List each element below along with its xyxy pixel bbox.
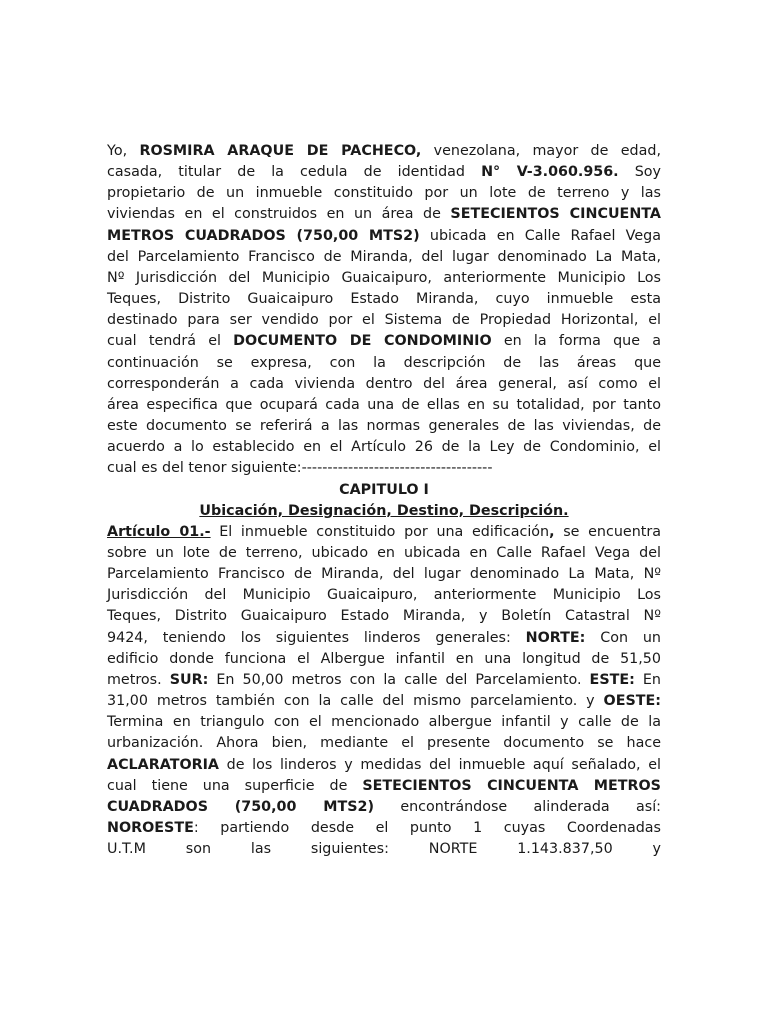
- area-bold: CUADRADOS (750,00 MTS2): [107, 798, 374, 815]
- text-line: Teques, Distrito Guaicaipuro Estado Miranda, cuyo inmueble esta: [107, 291, 661, 308]
- owner-name: ROSMIRA ARAQUE DE PACHECO,: [139, 143, 422, 159]
- text-line: [107, 522, 661, 543]
- text-run: cual tiene una superficie de: [107, 777, 363, 794]
- area-bold: SETECIENTOS CINCUENTA METROS: [362, 777, 661, 794]
- text-line: acuerdo a lo establecido en el Artículo 26 de la Ley de Condominio, el: [107, 439, 661, 456]
- text-line: U.T.M son las siguientes: NORTE 1.143.837,50 y: [107, 841, 661, 858]
- text-line: [107, 162, 661, 183]
- text-run: Con un: [585, 629, 661, 646]
- article-number: Artículo 01.-: [107, 523, 211, 540]
- text-line: [107, 204, 661, 225]
- document-body: [107, 141, 661, 860]
- text-run: 31,00 metros también con la calle del mismo parcelamiento. y: [107, 693, 604, 710]
- area-bold: SETECIENTOS CINCUENTA: [450, 206, 661, 223]
- chapter-subtitle: Ubicación, Designación, Destino, Descripción.: [199, 502, 569, 519]
- text-run: Yo,: [107, 143, 140, 159]
- text-run: ubicada en Calle Rafael Vega: [419, 227, 661, 244]
- chapter-title-line: [107, 480, 661, 501]
- article-1-paragraph: [107, 522, 661, 861]
- text-line: Jurisdicción del Municipio Guaicaipuro, anteriormente Municipio Los: [107, 587, 661, 604]
- boundary-northwest: NOROESTE: [107, 820, 194, 836]
- clarification-bold: ACLARATORIA: [107, 756, 219, 773]
- text-line: [107, 141, 661, 162]
- text-line: [107, 797, 661, 818]
- document-type-bold: DOCUMENTO DE CONDOMINIO: [233, 333, 492, 350]
- text-line: Parcelamiento Francisco de Miranda, del lugar denominado La Mata, Nº: [107, 566, 661, 583]
- text-run: cual tendrá el: [107, 333, 234, 350]
- text-line: Teques, Distrito Guaicaipuro Estado Miranda, y Boletín Catastral Nº: [107, 608, 661, 625]
- boundary-north: NORTE:: [525, 629, 586, 646]
- text-run: En: [634, 671, 661, 688]
- id-number: N° V-3.060.956.: [481, 164, 619, 181]
- text-line: destinado para ser vendido por el Sistema de Propiedad Horizontal, el: [107, 312, 661, 329]
- text-run: en la forma que a: [491, 333, 661, 350]
- text-line: [107, 226, 661, 247]
- text-line: urbanización. Ahora bien, mediante el presente documento se hace: [107, 735, 661, 752]
- chapter-title: CAPITULO I: [339, 481, 429, 498]
- text-line: [107, 628, 661, 649]
- text-run: encontrándose alinderada así:: [373, 798, 661, 815]
- text-line: Nº Jurisdicción del Municipio Guaicaipuro, anteriormente Municipio Los: [107, 269, 661, 286]
- text-line: Termina en triangulo con el mencionado albergue infantil y calle de la: [107, 714, 661, 731]
- text-line: este documento se referirá a las normas generales de las viviendas, de: [107, 418, 661, 435]
- text-run: 9424, teniendo los siguientes linderos generales:: [107, 629, 526, 646]
- text-line: [107, 691, 661, 712]
- text-line: continuación se expresa, con la descripción de las áreas que: [107, 354, 661, 371]
- text-run: : partiendo desde el punto 1 cuyas Coordenadas: [193, 820, 661, 836]
- text-line: propietario de un inmueble constituido por un lote de terreno y las: [107, 185, 661, 202]
- text-run: metros.: [107, 671, 170, 688]
- text-line: [107, 670, 661, 691]
- chapter-heading: [107, 480, 661, 522]
- area-bold: METROS CUADRADOS (750,00 MTS2): [107, 227, 420, 244]
- boundary-south: SUR:: [169, 671, 209, 688]
- text-line: [107, 331, 661, 352]
- text-line: área especifica que ocupará cada una de ellas en su totalidad, por tanto: [107, 396, 661, 413]
- text-run: viviendas en el construidos en un área de: [107, 206, 451, 223]
- text-run: ,: [549, 523, 555, 540]
- text-run: venezolana, mayor de edad,: [421, 143, 661, 159]
- text-run: de los linderos y medidas del inmueble aquí señalado, el: [219, 756, 661, 773]
- boundary-east: ESTE:: [589, 671, 635, 688]
- chapter-subtitle-line: [107, 501, 661, 522]
- text-line: [107, 818, 661, 839]
- text-line: del Parcelamiento Francisco de Miranda, del lugar denominado La Mata,: [107, 248, 661, 265]
- text-run: En 50,00 metros con la calle del Parcelamiento.: [208, 671, 590, 688]
- text-run: El inmueble constituido por una edificación: [210, 523, 550, 540]
- text-line: corresponderán a cada vivienda dentro del área general, así como el: [107, 375, 661, 392]
- text-run: Soy: [618, 164, 661, 181]
- text-line: [107, 776, 661, 797]
- intro-paragraph: [107, 141, 661, 480]
- text-line: sobre un lote de terreno, ubicado en ubicada en Calle Rafael Vega del: [107, 544, 661, 561]
- text-line: edificio donde funciona el Albergue infantil en una longitud de 51,50: [107, 650, 661, 667]
- boundary-west: OESTE:: [603, 693, 661, 710]
- text-line: [107, 755, 661, 776]
- text-line: cual es del tenor siguiente:-------------------------------------: [107, 460, 493, 477]
- text-run: se encuentra: [554, 523, 662, 540]
- text-run: casada, titular de la cedula de identidad: [107, 164, 482, 181]
